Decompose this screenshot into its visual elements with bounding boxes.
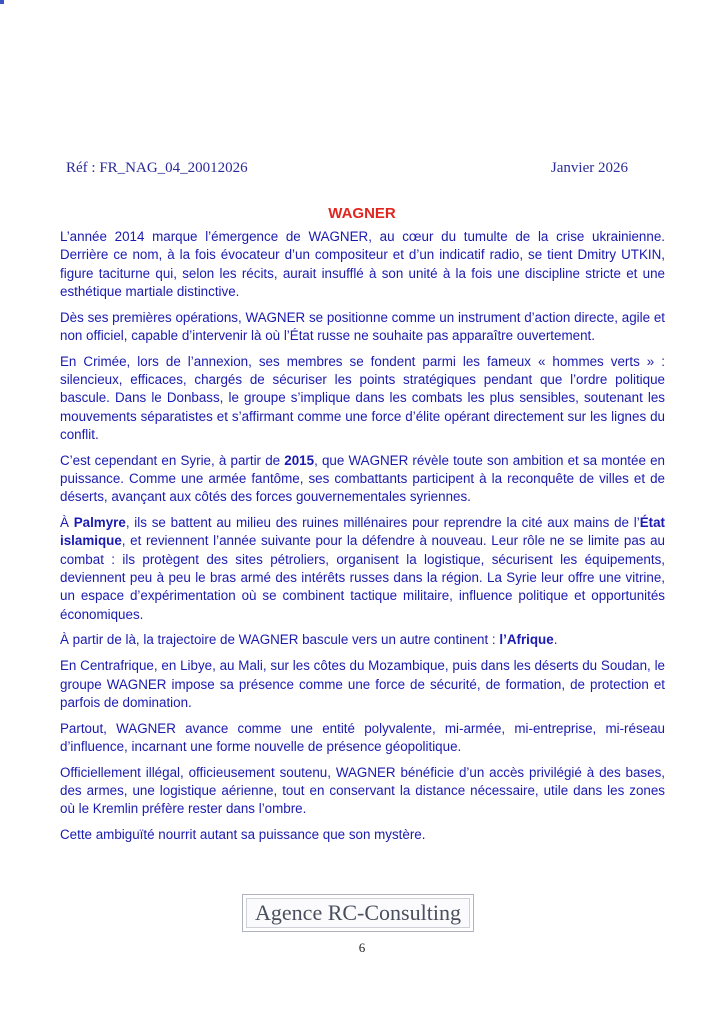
bold-run: l’Afrique (499, 632, 554, 648)
paragraph-1: L’année 2014 marque l’émergence de WAGNER, au cœur du tumulte de la crise ukrainienne. Derrière ce nom, à la fois évocateur d’un compositeur et d’un indicatif radio, se tient Dmitry UTKIN, figure taciturne qui, selon les récits, aurait insufflé à son unité à la fois une discipline stricte et une esthétique martiale distinctive. (60, 229, 665, 299)
agency-name: Agence RC-Consulting (246, 898, 470, 928)
paragraph-6 (60, 631, 665, 649)
text-run: À (60, 515, 74, 531)
bold-run: État islamique (60, 515, 666, 549)
text-run: , et reviennent l’année suivante pour la défendre à nouveau. Leur rôle ne se limite pas au combat : ils protègent des sites pétroliers, organisent la logistique, sécurisent les équipements, deviennent peu à peu le bras armé des intérêts russes dans la région. La Syrie leur offre une vitrine, un espace d’expérimentation où se combinent tactique militaire, influence politique et opportunités économiques. (60, 533, 665, 622)
reference-code: Réf : FR_NAG_04_20012026 (66, 160, 248, 176)
text-run: À partir de là, la trajectoire de WAGNER bascule vers un autre continent : (60, 632, 500, 648)
document-title: WAGNER (328, 205, 396, 222)
paragraph-2: Dès ses premières opérations, WAGNER se positionne comme un instrument d’action directe, agile et non officiel, capable d’intervenir là où l’État russe ne souhaite pas apparaître ouvertement. (60, 309, 665, 343)
page-number: 6 (358, 940, 366, 955)
paragraph-5 (60, 514, 665, 624)
text-run: , que WAGNER révèle toute son ambition et sa montée en puissance. Comme une armée fantôme, ses combattants participent à la reconquête de villes et de déserts, avançant aux côtés des forces gouvernementales syriennes. (60, 452, 665, 505)
paragraph-10: Cette ambiguïté nourrit autant sa puissance que son mystère. (60, 827, 426, 843)
bold-run: 2015 (284, 452, 315, 468)
paragraph-7: En Centrafrique, en Libye, au Mali, sur les côtes du Mozambique, puis dans les déserts du Soudan, le groupe WAGNER impose sa présence comme une force de sécurité, de formation, de protection et parfois de domination. (60, 658, 665, 710)
text-run: . (553, 632, 558, 648)
page-header (66, 160, 628, 182)
paragraph-8: Partout, WAGNER avance comme une entité polyvalente, mi-armée, mi-entreprise, mi-réseau d’influence, incarnant une forme nouvelle de présence géopolitique. (60, 720, 665, 754)
corner-marker (0, 0, 4, 4)
text-run: , ils se battent au milieu des ruines millénaires pour reprendre la cité aux mains de l’ (125, 515, 640, 531)
document-body (60, 228, 665, 852)
paragraph-9: Officiellement illégal, officieusement soutenu, WAGNER bénéficie d’un accès privilégié à des bases, des armes, une logistique aérienne, tout en conservant la distance nécessaire, utile dans les zones où le Kremlin préfère rester dans l’ombre. (60, 764, 665, 817)
paragraph-4 (60, 452, 665, 507)
bold-run: Palmyre (73, 515, 126, 531)
document-date: Janvier 2026 (550, 160, 628, 176)
agency-logo-box (242, 894, 474, 932)
text-run: C’est cependant en Syrie, à partir de (60, 452, 285, 468)
paragraph-3: En Crimée, lors de l’annexion, ses membres se fondent parmi les fameux « hommes verts » : silencieux, efficaces, chargés de sécuriser les points stratégiques pendant que l’ordre politique bascule. Dans le Donbass, le groupe s’implique dans les combats les plus sensibles, soutenant les mouvements séparatistes et s’affirmant comme une force d’élite opérant directement sur les lignes du conflit. (60, 353, 665, 442)
